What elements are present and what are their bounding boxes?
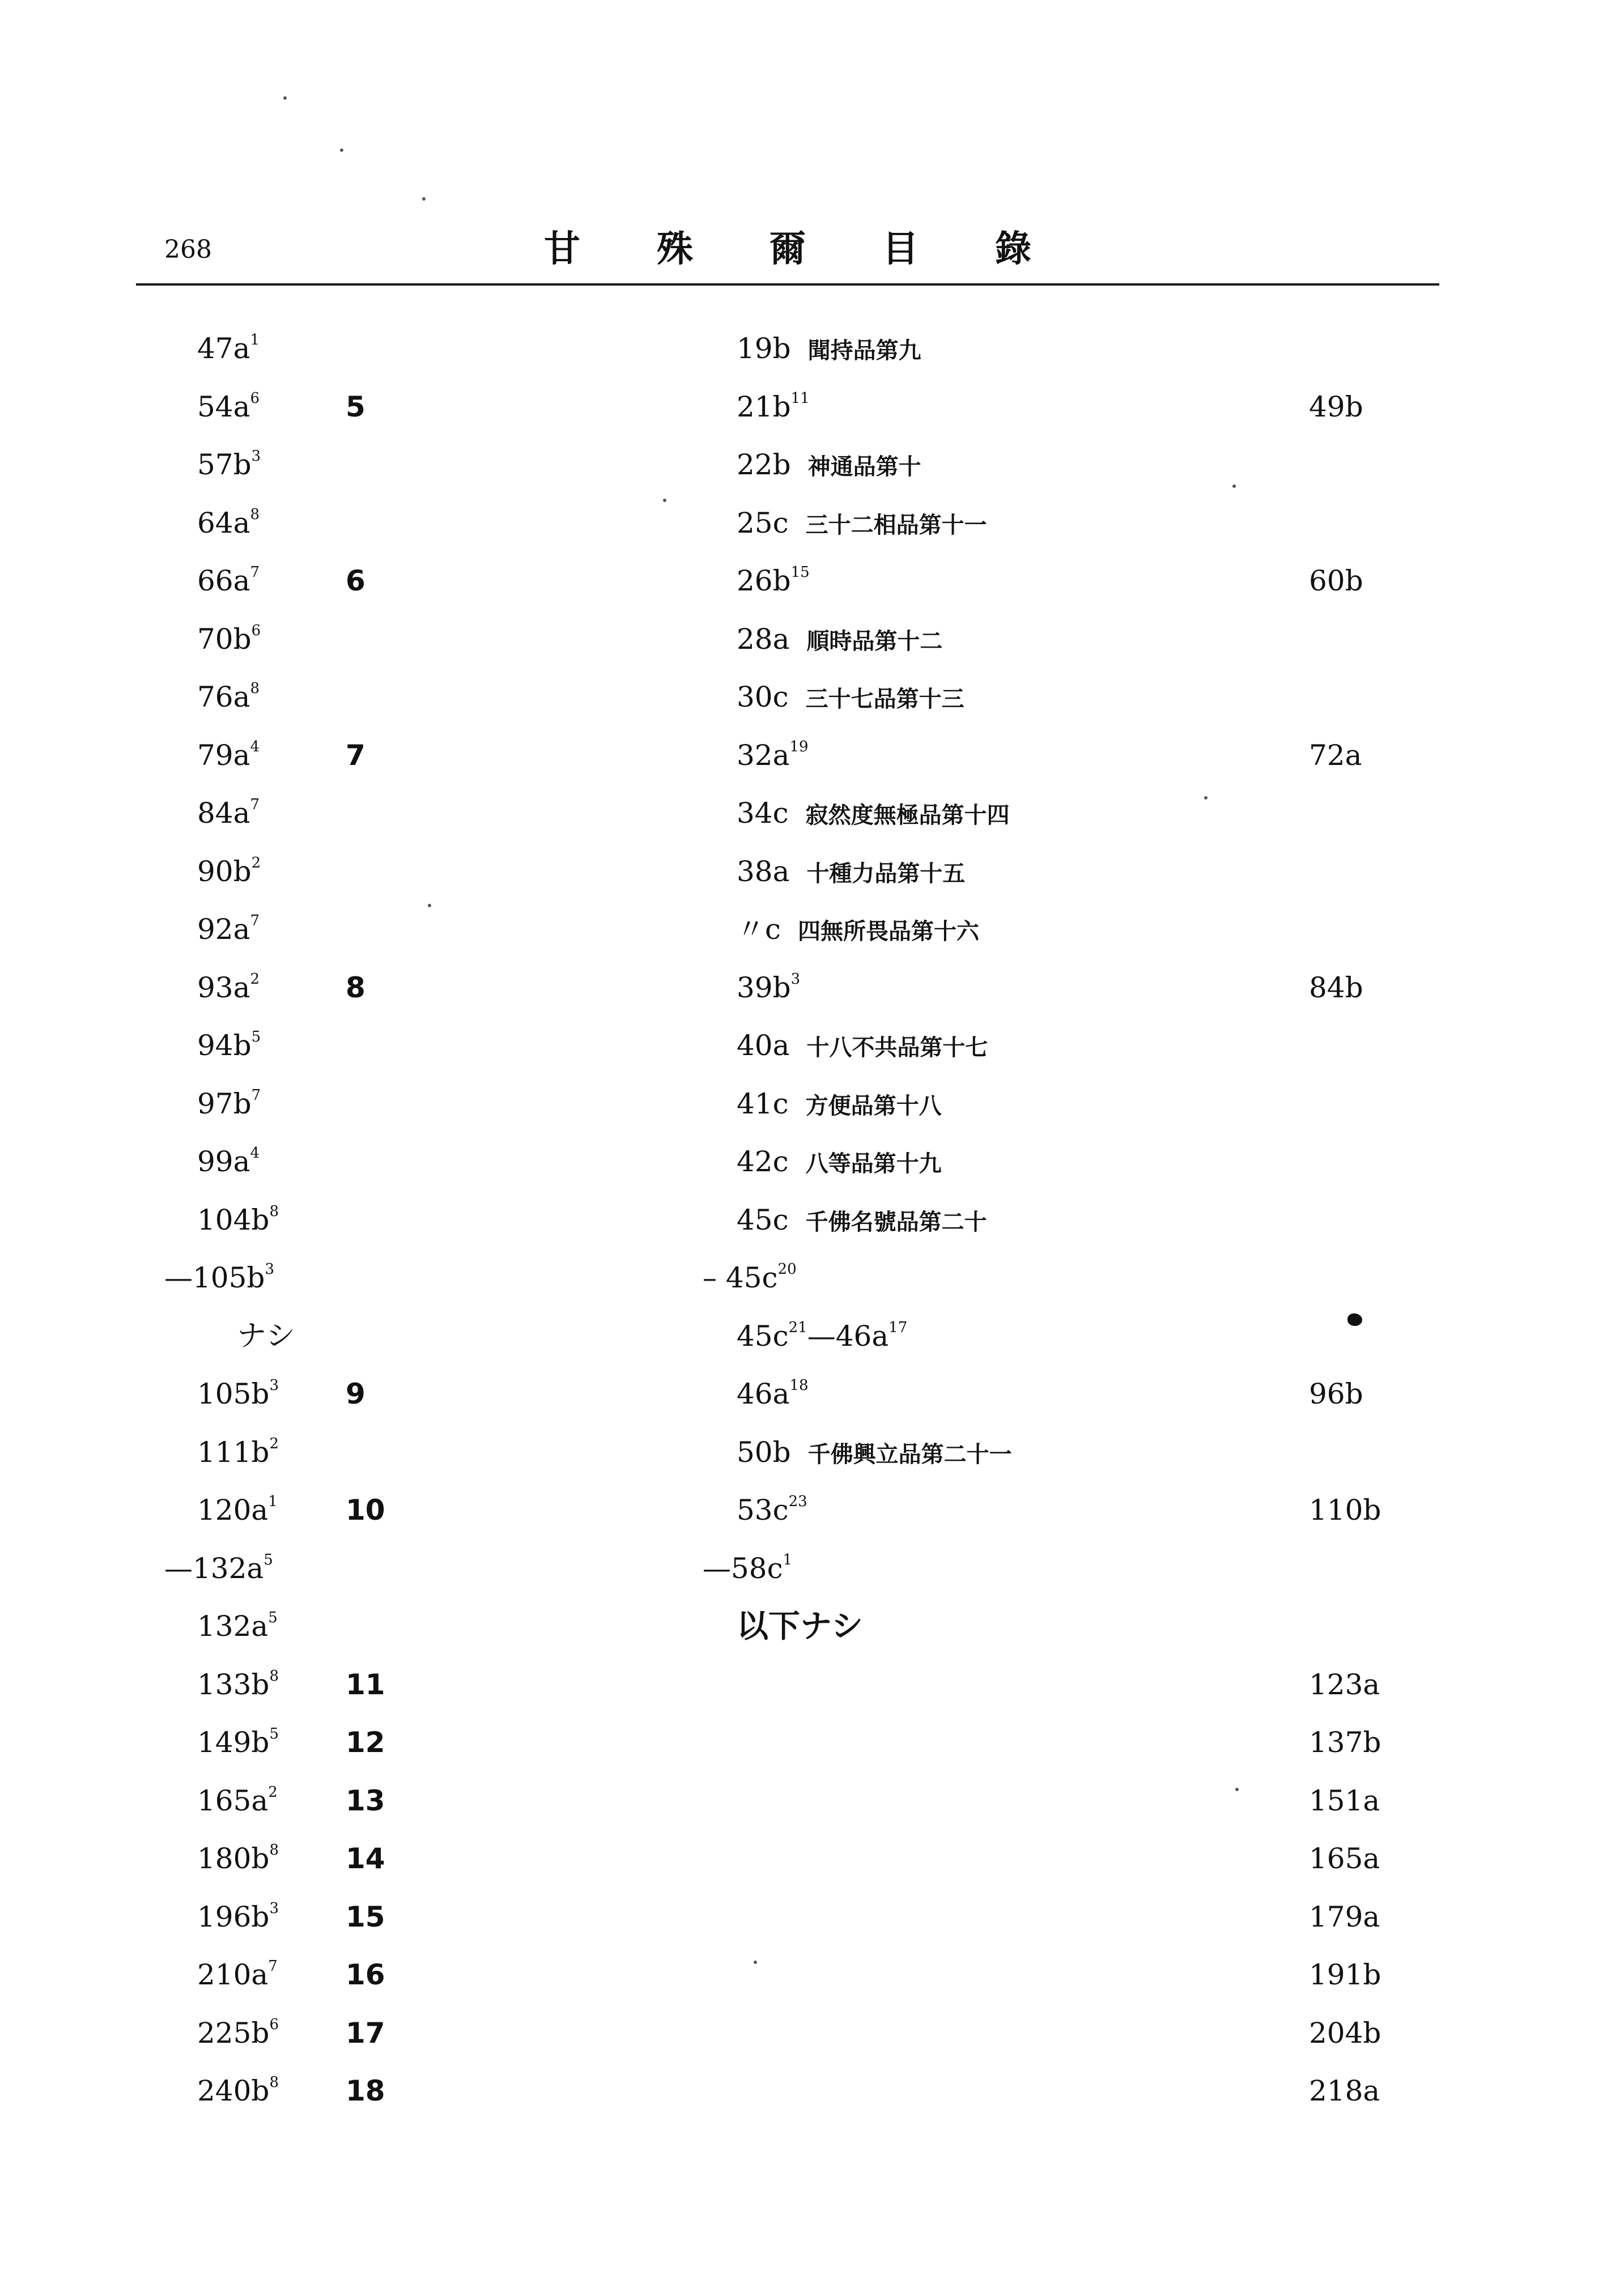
folio-ref-c-text: 〃c [737, 913, 781, 946]
folio-ref-a [197, 2016, 279, 2050]
folio-ref-d: 110b [1309, 1494, 1381, 1527]
table-row [0, 1145, 1624, 1203]
folio-ref-a [197, 1784, 278, 1818]
line-superscript: 5 [269, 1725, 279, 1742]
folio-ref-c [737, 622, 942, 658]
folio-ref-a-text: 180b [197, 1842, 270, 1875]
line-superscript: 2 [251, 854, 261, 871]
volume-number: 16 [346, 1958, 385, 1991]
folio-ref-a-text: 210a [197, 1958, 269, 1991]
line-superscript: 3 [265, 1261, 274, 1278]
folio-ref-c [737, 1435, 1012, 1472]
table-row [0, 680, 1624, 738]
folio-ref-c-text: 45c [737, 1319, 789, 1353]
line-superscript: 5 [263, 1551, 273, 1568]
line-superscript: 23 [788, 1493, 807, 1510]
table-row [0, 1609, 1624, 1668]
volume-number: 17 [346, 2016, 385, 2050]
folio-ref-a-text: 97b [197, 1087, 252, 1120]
line-superscript: 1 [268, 1493, 278, 1510]
table-row [0, 1668, 1624, 1726]
chapter-title: 寂然度無極品第十四 [805, 802, 1010, 828]
chapter-title: 四無所畏品第十六 [798, 918, 980, 945]
folio-ref-c-text: 39b [737, 971, 791, 1004]
chapter-title: 方便品第十八 [805, 1092, 942, 1119]
table-row [0, 1725, 1624, 1784]
table-row [0, 1784, 1624, 1842]
folio-ref-c [737, 971, 800, 1005]
folio-ref-c [737, 1145, 942, 1181]
folio-ref-d: 204b [1309, 2016, 1381, 2050]
folio-ref-c-text: 34c [737, 797, 789, 830]
folio-ref-c [737, 912, 979, 949]
folio-ref-a-text: 79a [197, 738, 250, 772]
print-speck [422, 197, 426, 201]
folio-ref-c [737, 390, 810, 424]
title-char: 目 [882, 228, 919, 270]
table-row [0, 1377, 1624, 1435]
page-number: 268 [164, 235, 212, 264]
folio-ref-a-text: 165a [197, 1784, 269, 1817]
folio-ref-a [197, 564, 260, 598]
volume-number: 10 [346, 1494, 385, 1527]
line-superscript: 18 [789, 1377, 809, 1394]
folio-ref-d: 179a [1309, 1900, 1380, 1933]
line-superscript: 6 [269, 2016, 279, 2033]
folio-ref-a-text: 92a [197, 913, 250, 946]
folio-ref-c-text: 32a [737, 738, 790, 772]
folio-ref-c-text: 45c [737, 1203, 789, 1236]
line-superscript: 8 [250, 680, 260, 697]
print-speck [754, 1961, 757, 1964]
print-speck [663, 499, 666, 502]
folio-ref-c [737, 331, 921, 368]
volume-number: 11 [346, 1668, 385, 1701]
table-row [0, 564, 1624, 622]
table-row [0, 1958, 1624, 2016]
line-superscript: 5 [251, 1028, 261, 1045]
line-superscript: 8 [269, 2074, 279, 2091]
folio-ref-a [197, 331, 260, 365]
folio-ref-c-text: 40a [737, 1029, 790, 1062]
folio-ref-c-text: —58c [703, 1551, 783, 1585]
table-row [0, 1087, 1624, 1145]
line-superscript: 1 [783, 1551, 793, 1568]
volume-number: 6 [346, 564, 365, 597]
folio-ref-a [164, 1551, 273, 1585]
line-superscript: 5 [268, 1609, 278, 1626]
line-superscript: 8 [269, 1667, 279, 1685]
folio-ref-a [197, 390, 260, 424]
folio-ref-a-text: 99a [197, 1145, 250, 1178]
folio-ref-c-text: 19b [737, 332, 791, 365]
running-title [544, 220, 1031, 272]
folio-ref-d: 60b [1309, 564, 1363, 597]
line-superscript: 7 [268, 1958, 278, 1975]
line-superscript: 6 [250, 389, 260, 407]
folio-ref-a-text: —105b [164, 1261, 265, 1294]
folio-ref-a [197, 1028, 261, 1062]
folio-ref-c-text: – 45c [703, 1261, 778, 1294]
folio-ref-d: 49b [1309, 390, 1363, 423]
folio-ref-a-text: 225b [197, 2016, 270, 2050]
line-superscript: 4 [250, 1145, 260, 1162]
folio-ref-a-text: 47a [197, 332, 250, 365]
folio-ref-c-range-end: —46a [807, 1319, 889, 1353]
folio-ref-c-text: 22b [737, 448, 791, 481]
folio-ref-a-text: 84a [197, 797, 250, 830]
folio-ref-c-text: 30c [737, 681, 789, 713]
print-speck [428, 904, 431, 907]
volume-number: 5 [346, 390, 365, 423]
folio-ref-c [737, 1377, 809, 1411]
line-superscript: 2 [250, 970, 260, 988]
line-superscript: 6 [251, 622, 261, 639]
folio-ref-c-text: 28a [737, 622, 790, 656]
line-superscript: 19 [789, 738, 809, 755]
folio-ref-a-text: 66a [197, 564, 250, 597]
title-char: 殊 [657, 228, 693, 270]
table-row [0, 738, 1624, 797]
print-speck [1235, 1788, 1239, 1791]
line-superscript: 8 [269, 1202, 279, 1220]
folio-ref-c [737, 1319, 907, 1353]
folio-ref-a [197, 1319, 295, 1353]
folio-ref-c [737, 854, 965, 891]
folio-ref-a [197, 1087, 261, 1121]
table-row [0, 506, 1624, 564]
chapter-title: 三十二相品第十一 [805, 511, 987, 538]
folio-ref-a [197, 971, 260, 1005]
line-superscript: 1 [250, 331, 260, 348]
folio-ref-a [197, 1145, 260, 1179]
table-row [0, 1900, 1624, 1958]
line-superscript: 15 [790, 564, 810, 581]
table-row [0, 1261, 1624, 1319]
chapter-title: 神通品第十 [807, 453, 921, 480]
folio-ref-a [197, 1377, 279, 1411]
folio-ref-a-text: 240b [197, 2074, 270, 2107]
folio-ref-c [737, 1609, 863, 1644]
folio-ref-a-text: 149b [197, 1726, 270, 1759]
folio-ref-a-text: 111b [197, 1435, 270, 1469]
folio-ref-c [737, 738, 809, 772]
folio-ref-c-text: 21b [737, 390, 791, 423]
folio-ref-a-text: 76a [197, 681, 250, 713]
folio-ref-a [197, 1203, 279, 1237]
folio-ref-a [197, 796, 260, 830]
table-row [0, 854, 1624, 913]
folio-ref-c [737, 1028, 988, 1065]
folio-ref-c [737, 1087, 942, 1123]
print-speck [1204, 796, 1208, 800]
volume-number: 13 [346, 1784, 385, 1817]
table-row [0, 1493, 1624, 1551]
folio-ref-c-text: 26b [737, 564, 791, 597]
folio-ref-a [197, 738, 260, 772]
folio-ref-a-text: 196b [197, 1900, 270, 1933]
folio-ref-c-text: 46a [737, 1377, 790, 1410]
volume-number: 18 [346, 2074, 385, 2107]
folio-ref-c [737, 506, 987, 542]
folio-ref-a [164, 1261, 274, 1295]
line-superscript: 2 [268, 1783, 278, 1801]
folio-ref-a-text: —132a [164, 1551, 264, 1585]
chapter-title: 千佛名號品第二十 [805, 1208, 987, 1235]
volume-number: 9 [346, 1377, 365, 1410]
line-superscript: 7 [250, 912, 260, 929]
table-row [0, 622, 1624, 681]
folio-ref-d: 123a [1309, 1668, 1380, 1701]
folio-ref-d: 72a [1309, 738, 1362, 772]
folio-ref-d: 218a [1309, 2074, 1380, 2107]
folio-ref-a-text: 64a [197, 506, 250, 539]
folio-ref-c-text: 50b [737, 1435, 791, 1469]
chapter-title: 聞持品第九 [807, 337, 921, 364]
folio-ref-a-text: 132a [197, 1610, 269, 1643]
line-superscript: 7 [251, 1086, 261, 1104]
folio-ref-d: 96b [1309, 1377, 1363, 1410]
table-row [0, 912, 1624, 971]
folio-ref-a [197, 1435, 279, 1469]
folio-ref-a-text: 90b [197, 854, 252, 888]
table-row [0, 390, 1624, 448]
line-superscript: 3 [269, 1377, 279, 1394]
folio-ref-a [197, 1900, 279, 1934]
print-speck [340, 148, 343, 152]
folio-ref-c [737, 564, 810, 598]
folio-ref-c [737, 448, 921, 484]
print-speck [1232, 484, 1236, 488]
line-superscript: 3 [269, 1899, 279, 1917]
folio-ref-c-text: 42c [737, 1145, 789, 1178]
folio-ref-a-text: 70b [197, 622, 252, 656]
folio-ref-a [197, 680, 260, 714]
print-speck [283, 96, 287, 100]
folio-ref-a-text: 94b [197, 1029, 252, 1062]
folio-ref-c [737, 1203, 987, 1239]
chapter-title: 八等品第十九 [805, 1150, 942, 1177]
title-char: 錄 [995, 228, 1031, 270]
line-superscript: 7 [250, 796, 260, 813]
folio-ref-c-text: 38a [737, 854, 790, 888]
folio-ref-a [197, 622, 261, 656]
folio-ref-a [197, 1668, 279, 1702]
table-row [0, 2016, 1624, 2074]
absent-note: 以下ナシ [737, 1608, 863, 1645]
table-row [0, 1551, 1624, 1610]
folio-ref-a [197, 1842, 279, 1876]
absent-note: ナシ [237, 1319, 295, 1353]
folio-ref-a-text: 120a [197, 1494, 269, 1527]
folio-ref-c-text: 41c [737, 1087, 789, 1120]
folio-ref-a [197, 1493, 278, 1527]
folio-ref-a-text: 57b [197, 448, 252, 481]
folio-ref-a-text: 133b [197, 1668, 270, 1701]
table-row [0, 1203, 1624, 1261]
table-row [0, 971, 1624, 1029]
chapter-title: 十種力品第十五 [806, 860, 966, 887]
folio-ref-a-text: 54a [197, 390, 250, 423]
line-superscript: 4 [250, 738, 260, 755]
folio-ref-a [197, 912, 260, 946]
folio-ref-a-text: 104b [197, 1203, 270, 1236]
line-superscript: 17 [888, 1319, 908, 1336]
volume-number: 8 [346, 971, 365, 1004]
volume-number: 14 [346, 1842, 385, 1875]
chapter-title: 順時品第十二 [806, 627, 943, 654]
line-superscript: 3 [251, 448, 261, 465]
folio-ref-c [703, 1551, 792, 1585]
chapter-title: 千佛興立品第二十一 [807, 1440, 1012, 1468]
chapter-title: 三十七品第十三 [805, 686, 964, 712]
table-row [0, 1028, 1624, 1087]
folio-ref-d: 191b [1309, 1958, 1381, 1991]
line-superscript: 2 [269, 1435, 279, 1452]
table-row [0, 2074, 1624, 2132]
folio-ref-c [703, 1261, 797, 1295]
header-rule [136, 283, 1439, 286]
title-char: 爾 [770, 228, 806, 270]
volume-number: 7 [346, 738, 365, 772]
folio-ref-c [737, 1493, 807, 1527]
volume-number: 15 [346, 1900, 385, 1933]
concordance-table [0, 331, 1624, 2132]
folio-ref-a-text: 105b [197, 1377, 270, 1410]
folio-ref-d: 137b [1309, 1726, 1381, 1759]
table-row [0, 331, 1624, 390]
folio-ref-a [197, 1725, 279, 1759]
table-row [0, 1435, 1624, 1494]
ink-blot [1347, 1313, 1362, 1326]
folio-ref-a [197, 506, 260, 540]
chapter-title: 十八不共品第十七 [806, 1034, 988, 1061]
folio-ref-c [737, 680, 964, 716]
line-superscript: 20 [777, 1261, 797, 1278]
line-superscript: 8 [250, 505, 260, 523]
folio-ref-a [197, 854, 261, 888]
table-row [0, 448, 1624, 506]
table-row [0, 1842, 1624, 1900]
folio-ref-a [197, 2074, 279, 2108]
line-superscript: 3 [790, 970, 801, 988]
folio-ref-c-text: 53c [737, 1494, 789, 1527]
table-row [0, 1319, 1624, 1377]
title-char: 甘 [544, 228, 580, 270]
line-superscript: 11 [790, 389, 810, 407]
folio-ref-a-text: 93a [197, 971, 250, 1004]
folio-ref-d: 165a [1309, 1842, 1380, 1875]
folio-ref-c-text: 25c [737, 506, 789, 539]
folio-ref-a [197, 448, 261, 482]
volume-number: 12 [346, 1726, 385, 1759]
line-superscript: 7 [250, 564, 260, 581]
table-row [0, 796, 1624, 854]
line-superscript: 8 [269, 1842, 279, 1859]
line-superscript: 21 [788, 1319, 807, 1336]
folio-ref-c [737, 796, 1010, 832]
folio-ref-a [197, 1609, 278, 1643]
folio-ref-d: 84b [1309, 971, 1363, 1004]
folio-ref-d: 151a [1309, 1784, 1380, 1817]
folio-ref-a [197, 1958, 278, 1992]
